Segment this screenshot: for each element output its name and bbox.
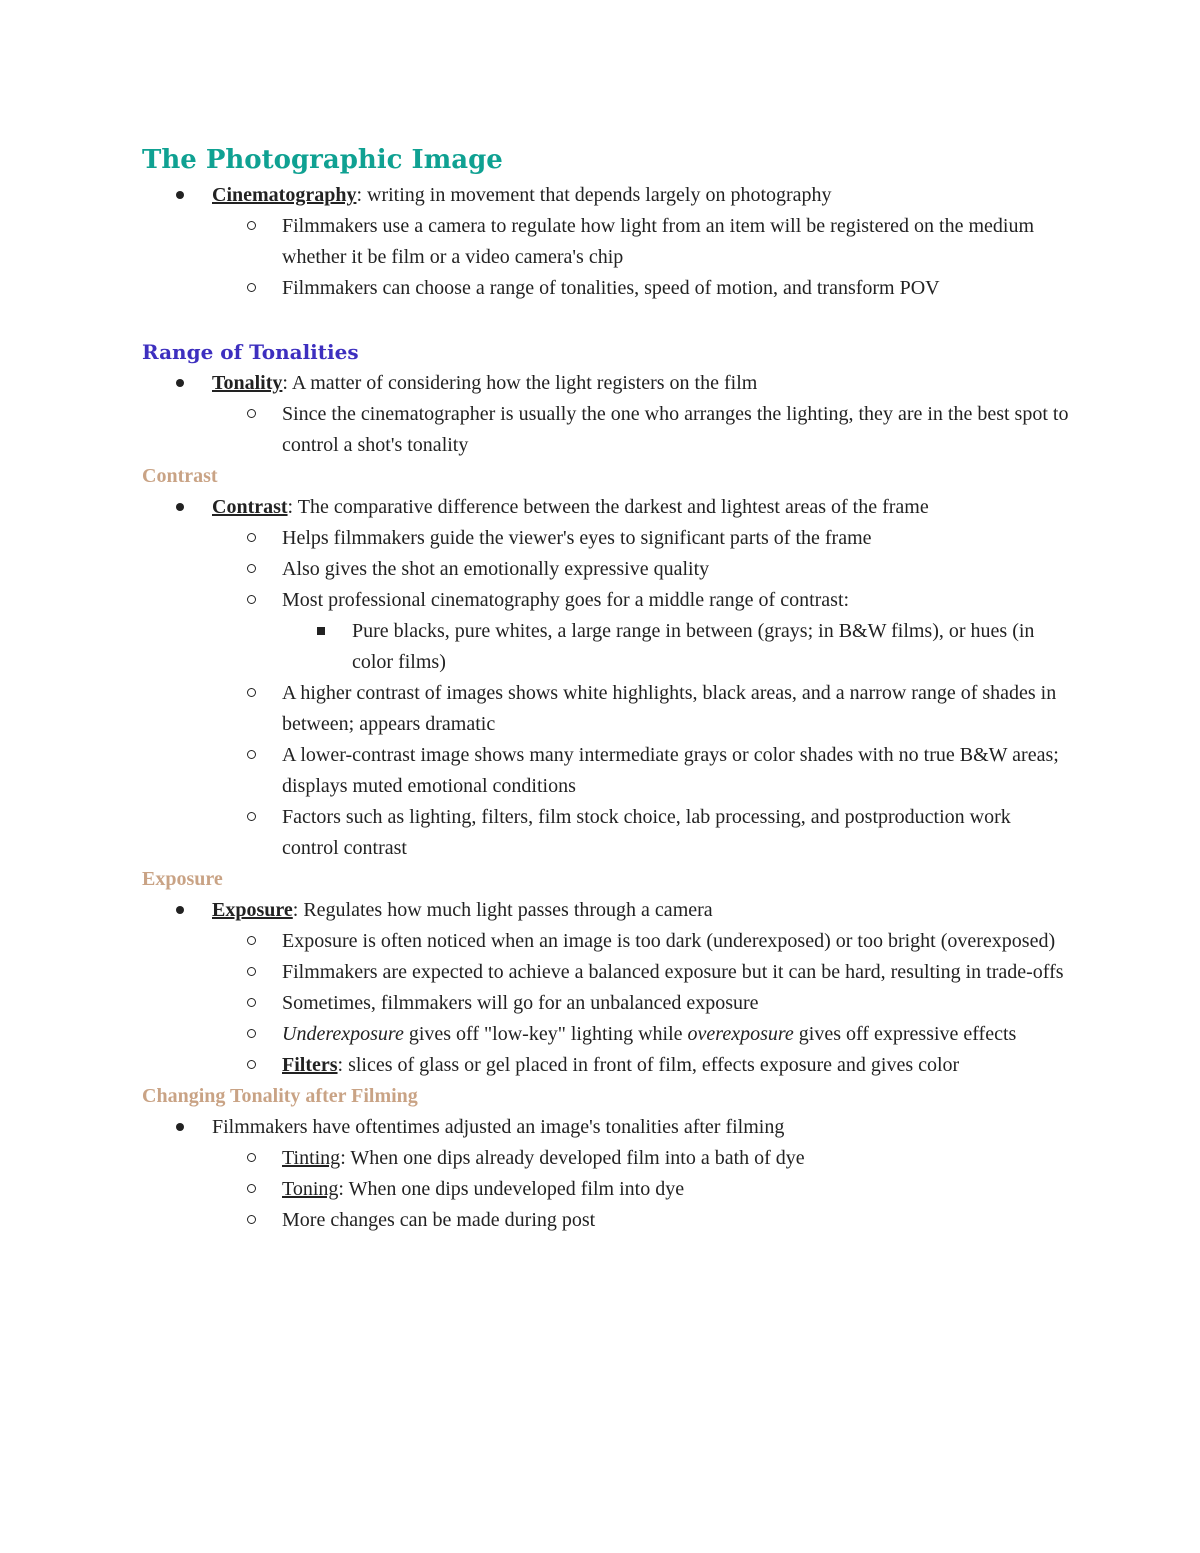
list-item-text: Filmmakers have oftentimes adjusted an image's tonalities after filming xyxy=(212,1116,785,1138)
list-item xyxy=(142,368,1072,399)
list-item xyxy=(142,802,1072,864)
bullet-dot-icon xyxy=(176,368,184,399)
section-heading-range: Range of Tonalities xyxy=(142,340,359,364)
list-item xyxy=(142,1143,1072,1174)
range-list xyxy=(142,368,1072,461)
bullet-circle-icon xyxy=(247,1143,256,1174)
definition-text: : The comparative difference between the darkest and lightest areas of the frame xyxy=(287,496,929,518)
bullet-circle-icon xyxy=(247,399,256,430)
list-item-text: Helps filmmakers guide the viewer's eyes to significant parts of the frame xyxy=(282,527,872,549)
list-item xyxy=(142,1205,1072,1236)
term-cinematography: Cinematography xyxy=(212,184,357,206)
subheading-contrast: Contrast xyxy=(142,465,218,487)
list-item-text: Exposure is often noticed when an image is too dark (underexposed) or too bright (overexposed) xyxy=(282,930,1056,952)
bullet-circle-icon xyxy=(247,1205,256,1236)
bullet-circle-icon xyxy=(247,678,256,709)
exposure-list xyxy=(142,895,1072,1081)
list-item xyxy=(142,1050,1072,1081)
definition-text: : When one dips undeveloped film into dye xyxy=(338,1178,685,1200)
list-item xyxy=(142,1174,1072,1205)
contrast-list xyxy=(142,492,1072,864)
list-item-text: gives off expressive effects xyxy=(793,1023,1017,1045)
definition-text: : A matter of considering how the light registers on the film xyxy=(282,372,758,394)
list-item xyxy=(142,399,1072,461)
bullet-circle-icon xyxy=(247,523,256,554)
term-overexposure: overexposure xyxy=(687,1023,794,1045)
list-item xyxy=(142,180,1072,211)
bullet-circle-icon xyxy=(247,802,256,833)
list-item-text: Also gives the shot an emotionally expressive quality xyxy=(282,558,710,580)
bullet-dot-icon xyxy=(176,1112,184,1143)
list-item-text: Filmmakers can choose a range of tonalities, speed of motion, and transform POV xyxy=(282,277,940,299)
list-item xyxy=(142,523,1072,554)
list-item xyxy=(142,492,1072,523)
term-tonality: Tonality xyxy=(212,372,283,394)
list-item-text: A lower-contrast image shows many intermediate grays or color shades with no true B&W areas; displays muted emotional conditions xyxy=(282,744,1059,797)
bullet-circle-icon xyxy=(247,957,256,988)
list-item xyxy=(142,211,1072,273)
section-spacer xyxy=(142,304,1072,336)
bullet-circle-icon xyxy=(247,988,256,1019)
term-toning: Toning xyxy=(282,1178,339,1200)
list-item-text: Filmmakers use a camera to regulate how light from an item will be registered on the medium whether it be film or a video camera's chip xyxy=(282,215,1035,268)
definition-text: : Regulates how much light passes through a camera xyxy=(292,899,713,921)
list-item-text: A higher contrast of images shows white highlights, black areas, and a narrow range of shades in between; appears dramatic xyxy=(282,682,1057,735)
list-item xyxy=(142,740,1072,802)
list-item xyxy=(142,926,1072,957)
definition-text: : slices of glass or gel placed in front of film, effects exposure and gives color xyxy=(337,1054,960,1076)
bullet-circle-icon xyxy=(247,554,256,585)
bullet-dot-icon xyxy=(176,895,184,926)
bullet-dot-icon xyxy=(176,492,184,523)
definition-text: : writing in movement that depends largely on photography xyxy=(356,184,832,206)
list-item-text: Factors such as lighting, filters, film stock choice, lab processing, and postproduction work control contrast xyxy=(282,806,1011,859)
bullet-circle-icon xyxy=(247,1019,256,1050)
definition-text: : When one dips already developed film into a bath of dye xyxy=(340,1147,805,1169)
list-item xyxy=(142,554,1072,585)
bullet-circle-icon xyxy=(247,740,256,771)
changing-list xyxy=(142,1112,1072,1236)
subheading-changing-tonality: Changing Tonality after Filming xyxy=(142,1085,418,1107)
document-body xyxy=(142,140,1072,1236)
bullet-circle-icon xyxy=(247,273,256,304)
list-item xyxy=(142,585,1072,616)
list-item-text: Pure blacks, pure whites, a large range in between (grays; in B&W films), or hues (in color films) xyxy=(352,620,1035,673)
list-item-text: gives off "low-key" lighting while xyxy=(403,1023,688,1045)
list-item-text: Filmmakers are expected to achieve a balanced exposure but it can be hard, resulting in trade-offs xyxy=(282,961,1064,983)
list-item xyxy=(142,895,1072,926)
list-item-text: Since the cinematographer is usually the one who arranges the lighting, they are in the best spot to control a shot's tonality xyxy=(282,403,1069,456)
bullet-circle-icon xyxy=(247,926,256,957)
bullet-circle-icon xyxy=(247,585,256,616)
list-item xyxy=(142,1112,1072,1143)
list-item-text: More changes can be made during post xyxy=(282,1209,596,1231)
term-exposure: Exposure xyxy=(212,899,293,921)
bullet-square-icon xyxy=(317,616,325,647)
list-item xyxy=(142,988,1072,1019)
term-contrast: Contrast xyxy=(212,496,288,518)
document-title: The Photographic Image xyxy=(142,145,503,175)
term-underexposure: Underexposure xyxy=(282,1023,404,1045)
bullet-dot-icon xyxy=(176,180,184,211)
list-item-text: Sometimes, filmmakers will go for an unbalanced exposure xyxy=(282,992,759,1014)
list-item xyxy=(142,1019,1072,1050)
term-tinting: Tinting xyxy=(282,1147,341,1169)
list-item xyxy=(142,678,1072,740)
list-item xyxy=(142,957,1072,988)
term-filters: Filters xyxy=(282,1054,338,1076)
list-item xyxy=(142,273,1072,304)
list-item-text: Most professional cinematography goes for a middle range of contrast: xyxy=(282,589,850,611)
bullet-circle-icon xyxy=(247,211,256,242)
list-item xyxy=(142,616,1072,678)
bullet-circle-icon xyxy=(247,1050,256,1081)
bullet-circle-icon xyxy=(247,1174,256,1205)
subheading-exposure: Exposure xyxy=(142,868,223,890)
intro-list xyxy=(142,180,1072,304)
